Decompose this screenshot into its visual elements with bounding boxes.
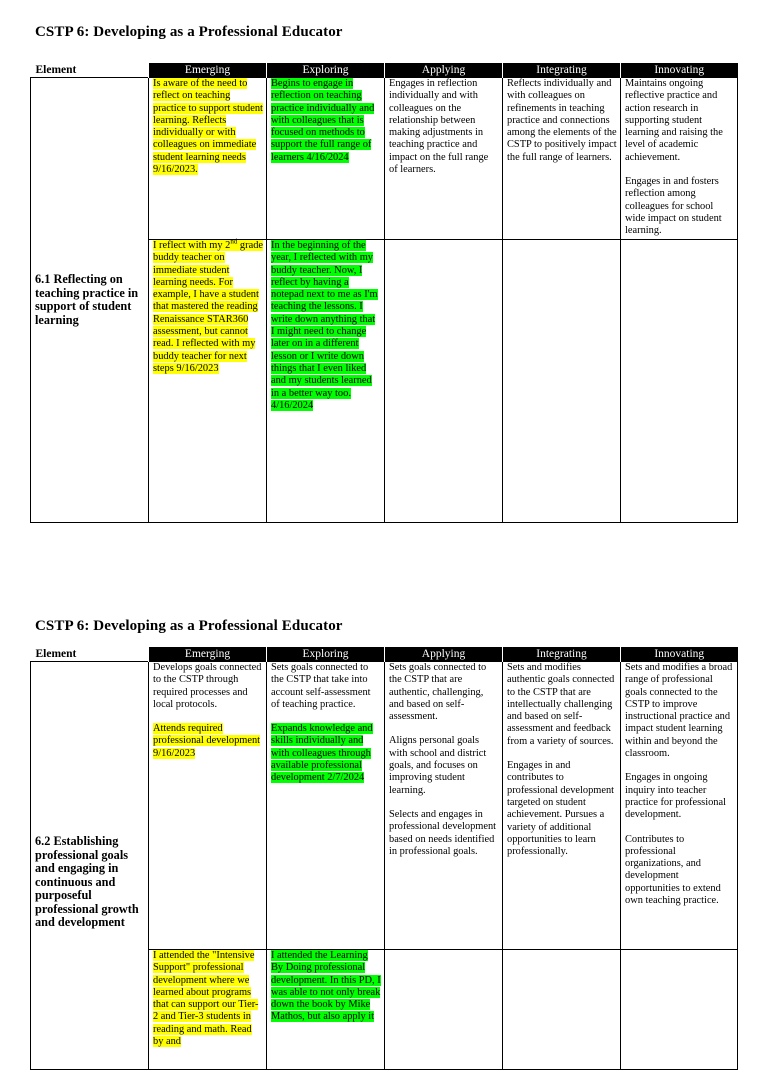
evidence-integrating bbox=[503, 950, 621, 1070]
level-header-emerging: Emerging bbox=[149, 63, 267, 78]
evidence-integrating bbox=[503, 240, 621, 523]
descriptor-row bbox=[31, 662, 738, 950]
element-name-cell bbox=[31, 78, 149, 523]
evidence-emerging bbox=[149, 950, 267, 1070]
highlighted-descriptor: Expands knowledge and skills individually and with colleagues through available professional development 2/7/2024 bbox=[271, 723, 373, 784]
level-header-exploring: Exploring bbox=[267, 647, 385, 662]
element-name-cell bbox=[31, 662, 149, 1070]
evidence-applying bbox=[385, 950, 503, 1070]
descriptor-text: Engages in ongoing inquiry into teacher practice for professional development. bbox=[625, 772, 726, 821]
descriptor-exploring bbox=[267, 662, 385, 950]
highlighted-descriptor: Attends required professional development 9/16/2023 bbox=[153, 723, 261, 759]
descriptor-text: Engages in and contributes to professional development targeted on student achievement. Pursues a variety of additional opportunities to learn professionally. bbox=[507, 760, 615, 858]
descriptor-text: Selects and engages in professional development based on needs identified in professional goals. bbox=[389, 808, 497, 857]
descriptor-innovating bbox=[621, 662, 738, 950]
evidence-text: I attended the Learning By Doing professional development. In this PD, I was able to not only break down the book by Mike Mathos, but also apply it bbox=[271, 950, 381, 1023]
level-header-emerging: Emerging bbox=[149, 647, 267, 662]
element-column-header: Element bbox=[31, 63, 149, 78]
descriptor-applying bbox=[385, 662, 503, 950]
section-title: CSTP 6: Developing as a Professional Educator bbox=[35, 24, 343, 40]
descriptor-integrating bbox=[503, 78, 621, 240]
header-row bbox=[31, 63, 738, 78]
element-column-header: Element bbox=[31, 647, 149, 662]
level-header-exploring: Exploring bbox=[267, 63, 385, 78]
descriptor-text: Develops goals connected to the CSTP through required processes and local protocols. bbox=[153, 662, 262, 710]
descriptor-text: Engages in reflection individually and with colleagues on the relationship between making adjustments in teaching practice and impact on the full range of learners. bbox=[389, 78, 489, 176]
evidence-text: I reflect with my 2nd grade buddy teacher on immediate student learning needs. For example, I have a student that mastered the reading Renaissance STAR360 assessment, but cannot read. I reflected with my buddy teacher for next steps 9/16/2023 bbox=[153, 237, 264, 374]
descriptor-text: Sets goals connected to the CSTP that take into account self-assessment of teaching practice. bbox=[271, 662, 371, 710]
descriptor-emerging bbox=[149, 78, 267, 240]
descriptor-emerging bbox=[149, 662, 267, 950]
descriptor-text: Aligns personal goals with school and district goals, and focuses on improving student learning. bbox=[389, 735, 487, 796]
evidence-text: In the beginning of the year, I reflected with my buddy teacher. Now, I reflect by having a notepad next to me as I'm teaching the lessons. I write down anything that I might need to change later on in a different lesson or I write down things that I even liked and my students learned in a better way too. 4/16/2024 bbox=[271, 240, 378, 411]
highlighted-descriptor: Is aware of the need to reflect on teaching practice to support student learning. Reflects individually or with colleagues on immediate student learning needs 9/16/2023. bbox=[153, 78, 263, 176]
evidence-applying bbox=[385, 240, 503, 523]
descriptor-innovating bbox=[621, 78, 738, 240]
element-name: 6.1 Reflecting on teaching practice in support of student learning bbox=[35, 272, 139, 327]
descriptor-text: Sets and modifies a broad range of professional goals connected to the CSTP to improve instructional practice and impact student learning within and beyond the classroom. bbox=[625, 662, 733, 760]
descriptor-applying bbox=[385, 78, 503, 240]
level-header-innovating: Innovating bbox=[621, 647, 738, 662]
evidence-innovating bbox=[621, 240, 738, 523]
descriptor-text: Maintains ongoing reflective practice and action research in supporting student learning and raising the level of academic achievement. bbox=[625, 78, 723, 163]
evidence-emerging bbox=[149, 237, 267, 523]
descriptor-text: Engages in and fosters reflection among colleagues for school wide impact on student learning. bbox=[625, 176, 722, 237]
descriptor-text: Reflects individually and with colleagues on refinements in teaching practice and connections among the elements of the CSTP to positively impact the full range of learners. bbox=[507, 78, 617, 163]
evidence-text: I attended the "Intensive Support" professional development where we learned about programs that can support our Tier-2 and Tier-3 students in reading and math. Read by and bbox=[153, 950, 259, 1048]
level-header-integrating: Integrating bbox=[503, 647, 621, 662]
descriptor-text: Contributes to professional organizations, and development opportunities to extend own teaching practice. bbox=[625, 833, 721, 907]
cstp-table-6-1 bbox=[30, 63, 738, 523]
cstp-table-6-2 bbox=[30, 647, 738, 1070]
evidence-exploring bbox=[267, 240, 385, 523]
level-header-innovating: Innovating bbox=[621, 63, 738, 78]
descriptor-text: Sets and modifies authentic goals connected to the CSTP that are intellectually challenging and based on self-assessment and feedback from a variety of sources. bbox=[507, 662, 615, 747]
descriptor-integrating bbox=[503, 662, 621, 950]
element-name: 6.2 Establishing professional goals and engaging in continuous and purposeful professional growth and development bbox=[35, 834, 139, 929]
level-header-applying: Applying bbox=[385, 63, 503, 78]
section-title: CSTP 6: Developing as a Professional Educator bbox=[35, 618, 343, 634]
descriptor-exploring bbox=[267, 78, 385, 240]
evidence-exploring bbox=[267, 950, 385, 1070]
level-header-applying: Applying bbox=[385, 647, 503, 662]
evidence-innovating bbox=[621, 950, 738, 1070]
level-header-integrating: Integrating bbox=[503, 63, 621, 78]
highlighted-descriptor: Begins to engage in reflection on teaching practice individually and with colleagues that is focused on methods to support the full range of learners 4/16/2024 bbox=[271, 78, 375, 163]
descriptor-text: Sets goals connected to the CSTP that are authentic, challenging, and based on self-assessment. bbox=[389, 662, 487, 723]
descriptor-row bbox=[31, 78, 738, 240]
header-row bbox=[31, 647, 738, 662]
